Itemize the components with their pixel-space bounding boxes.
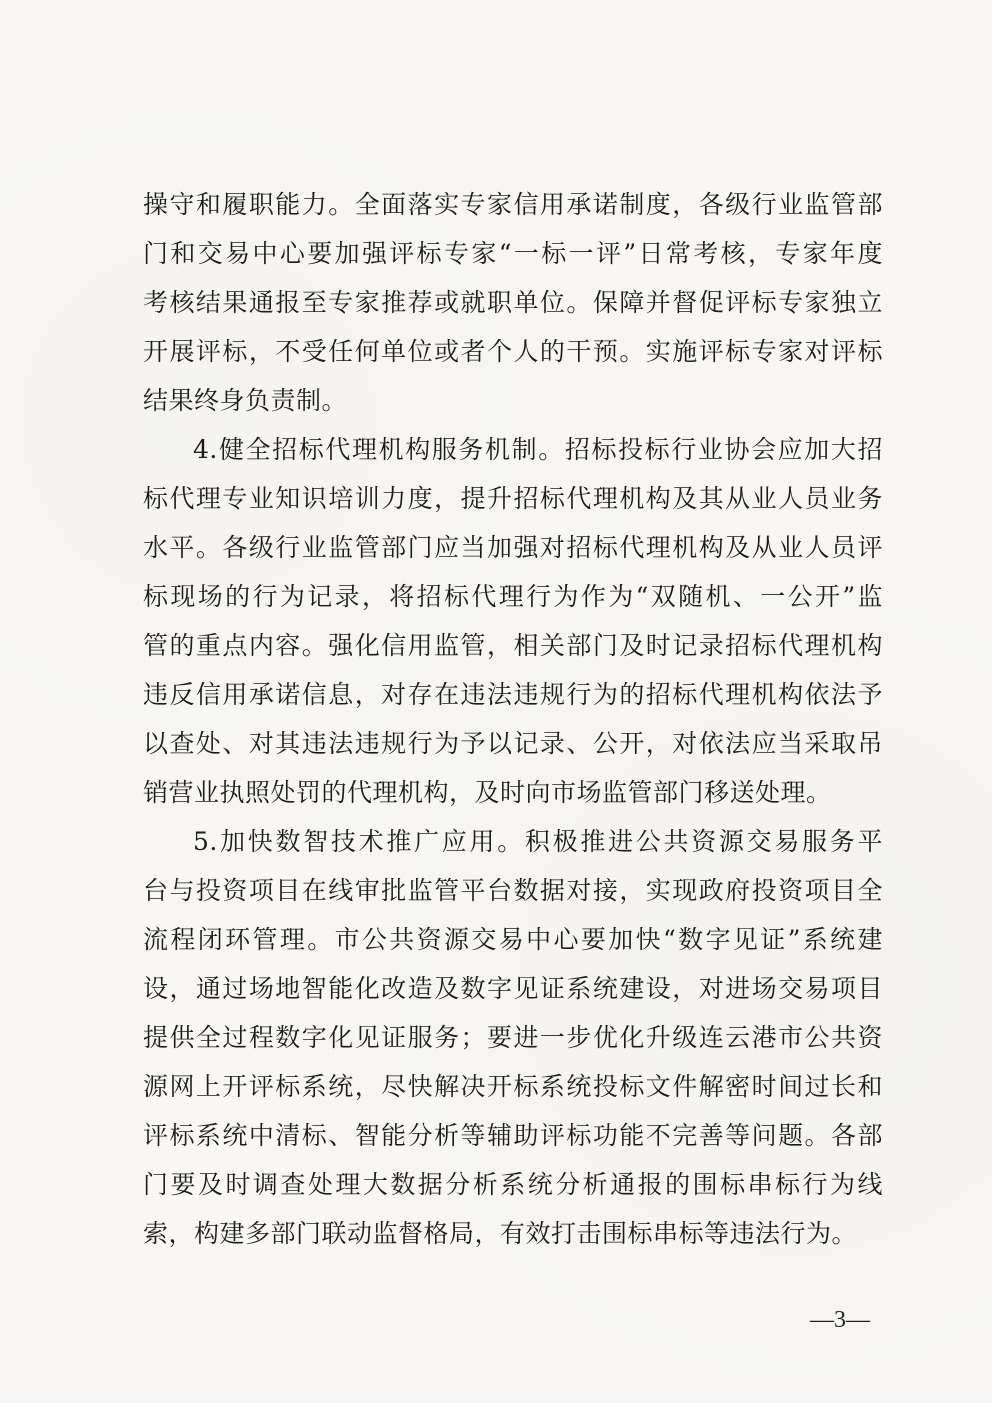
text-line-2: 门和交易中心要加强评标专家“一标一评”日常考核，专家年度 bbox=[143, 239, 883, 268]
text-line-3: 考核结果通报至专家推荐或就职单位。保障并督促评标专家独立 bbox=[143, 288, 883, 317]
text-line-19: 源网上开评标系统，尽快解决开标系统投标文件解密时间过长和 bbox=[143, 1072, 883, 1101]
text-line-7: 标代理专业知识培训力度，提升招标代理机构及其从业人员业务 bbox=[143, 484, 883, 513]
body-text bbox=[143, 180, 883, 1258]
text-line-10: 管的重点内容。强化信用监管，相关部门及时记录招标代理机构 bbox=[143, 631, 883, 660]
text-line-16: 流程闭环管理。市公共资源交易中心要加快“数字见证”系统建 bbox=[143, 925, 883, 954]
text-line-11: 违反信用承诺信息，对存在违法违规行为的招标代理机构依法予 bbox=[143, 680, 883, 709]
text-line-12: 以查处、对其违法违规行为予以记录、公开，对依法应当采取吊 bbox=[143, 729, 883, 758]
text-line-4: 开展评标，不受任何单位或者个人的干预。实施评标专家对评标 bbox=[143, 337, 883, 366]
text-line-22: 索，构建多部门联动监督格局，有效打击围标串标等违法行为。 bbox=[143, 1219, 858, 1248]
text-line-18: 提供全过程数字化见证服务；要进一步优化升级连云港市公共资 bbox=[143, 1023, 883, 1052]
text-line-21: 门要及时调查处理大数据分析系统分析通报的围标串标行为线 bbox=[143, 1170, 883, 1199]
text-line-8: 水平。各级行业监管部门应当加强对招标代理机构及从业人员评 bbox=[143, 533, 883, 562]
section-5-heading-line: 5.加快数智技术推广应用。积极推进公共资源交易服务平 bbox=[193, 827, 883, 856]
section-4-heading-line: 4.健全招标代理机构服务机制。招标投标行业协会应加大招 bbox=[193, 435, 883, 464]
text-line-5: 结果终身负责制。 bbox=[143, 386, 348, 415]
text-line-13: 销营业执照处罚的代理机构，及时向市场监管部门移送处理。 bbox=[143, 778, 832, 807]
page-number: —3— bbox=[810, 1307, 870, 1333]
text-line-20: 评标系统中清标、智能分析等辅助评标功能不完善等问题。各部 bbox=[143, 1121, 883, 1150]
text-line-1: 操守和履职能力。全面落实专家信用承诺制度，各级行业监管部 bbox=[143, 190, 883, 219]
text-line-17: 设，通过场地智能化改造及数字见证系统建设，对进场交易项目 bbox=[143, 974, 883, 1003]
text-line-15: 台与投资项目在线审批监管平台数据对接，实现政府投资项目全 bbox=[143, 876, 883, 905]
text-line-9: 标现场的行为记录，将招标代理行为作为“双随机、一公开”监 bbox=[143, 582, 883, 611]
